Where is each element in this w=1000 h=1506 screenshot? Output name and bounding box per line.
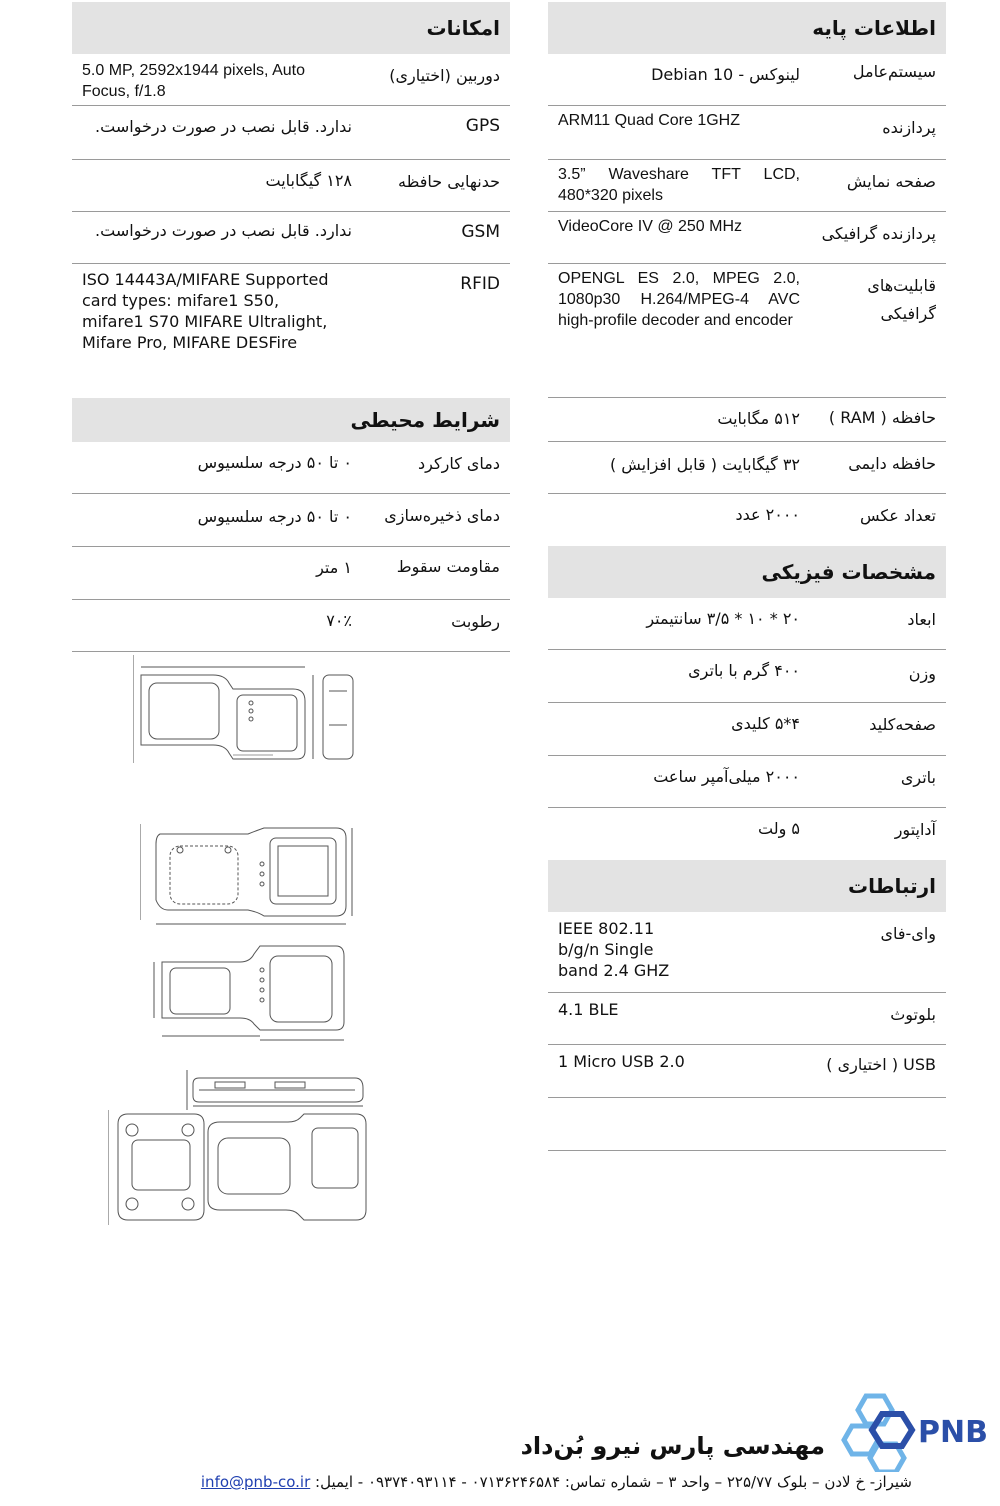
spec-value: ندارد. قابل نصب در صورت درخواست. [95,117,352,136]
spec-label: حدنهایی حافظه [398,172,500,191]
spec-row-battery [548,756,946,808]
spec-row-storage [548,442,946,494]
spec-value: OPENGL ES 2.0, MPEG 2.0, 1080p30 H.264/MPEG-4 AVC high-profile decoder and encoder [558,270,800,329]
spec-value: ۰ تا ۵۰ درجه سلسیوس [197,507,352,526]
spec-row-bluetooth [548,993,946,1045]
spec-row-drop [72,547,510,600]
drawing-side-profile [185,1066,375,1111]
spec-label: بلوتوث [890,1005,936,1024]
basic-info-header [548,2,946,54]
drawing-front-side-view [133,655,363,763]
spec-row-wifi [548,912,946,993]
spec-row-graphics [548,264,946,398]
spec-label: صفحه‌کلید [869,715,936,734]
spec-label: دمای کارکرد [418,454,500,473]
comms-title: ارتباطات [848,874,936,898]
spec-label: دوربین (اختیاری) [389,66,500,85]
spec-value: 3.5” Waveshare TFT LCD, 480*320 pixels [558,166,800,204]
spec-value: ندارد. قابل نصب در صورت درخواست. [95,221,352,240]
physical-header [548,546,946,598]
spec-value: VideoCore IV @ 250 MHz [558,218,743,235]
drawing-back-front-view [108,1110,370,1225]
spec-label: باتری [900,768,936,787]
spec-row-rfid [72,264,510,398]
spec-row-usb [548,1045,946,1098]
spec-row-empty [548,1098,946,1151]
spec-label: قابلیت‌های گرافیکی [867,276,936,323]
pnb-logo [838,1392,1000,1472]
spec-label: تعداد عکس [859,506,936,525]
spec-row-dimensions [548,598,946,650]
spec-row-gpu [548,212,946,264]
spec-value: 4.1 BLE [558,1000,619,1019]
spec-row-photos [548,494,946,546]
spec-label: پردازنده [882,118,936,137]
spec-label: سیستم‌عامل [852,62,936,81]
spec-label: وای-فای [880,924,936,943]
spec-value: ۴۰۰ گرم با باتری [688,661,800,680]
spec-label: دمای ذخیره‌سازی [384,506,500,525]
environment-header [72,398,510,442]
footer-contact [110,1473,912,1491]
spec-label: حافظه دایمی [848,454,936,473]
spec-label: حافظه ( RAM ) [828,408,936,427]
spec-row-gsm [72,212,510,264]
features-header [72,2,510,54]
spec-label: آداپتور [894,820,936,839]
email-link[interactable]: info@pnb-co.ir [200,1473,311,1491]
spec-row-ram [548,398,946,442]
left-column [72,2,510,652]
spec-value: ISO 14443A/MIFARE Supported card types: mifare1 S50, mifare1 S70 MIFARE Ultralight, Mifare Pro, MIFARE DESFire [82,270,329,352]
spec-value: IEEE 802.11 b/g/n Single band 2.4 GHZ [558,919,670,980]
spec-row-cpu [548,106,946,160]
spec-label: USB ( اختیاری ) [826,1055,936,1074]
right-column [548,2,946,1151]
spec-value: ۲۰۰۰ عدد [735,505,800,524]
spec-value: لینوکس - Debian 10 [651,65,800,84]
spec-row-keypad [548,703,946,756]
physical-title: مشخصات فیزیکی [761,560,936,584]
logo-text: PNB [918,1415,988,1450]
spec-value: ۴*۵ کلیدی [731,714,800,733]
spec-label: ابعاد [907,610,936,629]
spec-value: ARM11 Quad Core 1GHZ [558,112,740,129]
spec-row-adapter [548,808,946,860]
spec-value: ۱۲۸ گیگابایت [265,171,352,190]
environment-title: شرایط محیطی [350,408,500,432]
spec-label: GPS [465,116,500,136]
comms-header [548,860,946,912]
spec-value: ۲۰ * ۱۰ * ۳/۵ سانتیمتر [646,609,800,628]
drawing-bottom-view [150,940,360,1045]
spec-row-storage-temp [72,494,510,547]
spec-label: RFID [460,274,500,294]
spec-value: 1 Micro USB 2.0 [558,1052,685,1071]
spec-label: مقاومت سقوط [396,557,500,576]
spec-label: وزن [908,664,936,683]
drawing-top-view [140,824,362,934]
spec-label: رطوبت [451,612,500,631]
spec-value: ۳۲ گیگابایت ( قابل افزایش ) [609,455,800,474]
spec-row-gps [72,106,510,160]
spec-row-os [548,54,946,106]
spec-row-camera [72,54,510,106]
spec-row-humidity [72,600,510,652]
basic-info-title: اطلاعات پایه [812,16,936,40]
features-title: امکانات [426,16,500,40]
spec-label: پردازنده گرافیکی [821,224,936,243]
spec-row-display [548,160,946,212]
spec-value: ۷۰٪ [326,611,352,630]
spec-value: ۱ متر [316,558,352,577]
spec-label: GSM [461,222,500,242]
spec-row-weight [548,650,946,703]
spec-value: ۵ ولت [758,819,800,838]
spec-value: ۰ تا ۵۰ درجه سلسیوس [197,453,352,472]
contact-info: شیراز- خ لادن – بلوک ۲۲۵/۷۷ – واحد ۳ – شماره تماس: ۰۷۱۳۶۲۴۶۵۸۴ - ۰۹۳۷۴۰۹۳۱۱۴ - ایمیل: [315,1473,912,1491]
spec-label: صفحه نمایش [846,172,936,191]
spec-row-operating-temp [72,442,510,494]
spec-row-max-memory [72,160,510,212]
company-name: مهندسی پارس نیرو بُن‌داد [520,1432,825,1460]
spec-value: ۵۱۲ مگابایت [717,409,800,428]
spec-value: ۲۰۰۰ میلی‌آمپر ساعت [653,767,800,786]
spec-value: 5.0 MP, 2592x1944 pixels, Auto Focus, f/1.8 [82,62,305,100]
